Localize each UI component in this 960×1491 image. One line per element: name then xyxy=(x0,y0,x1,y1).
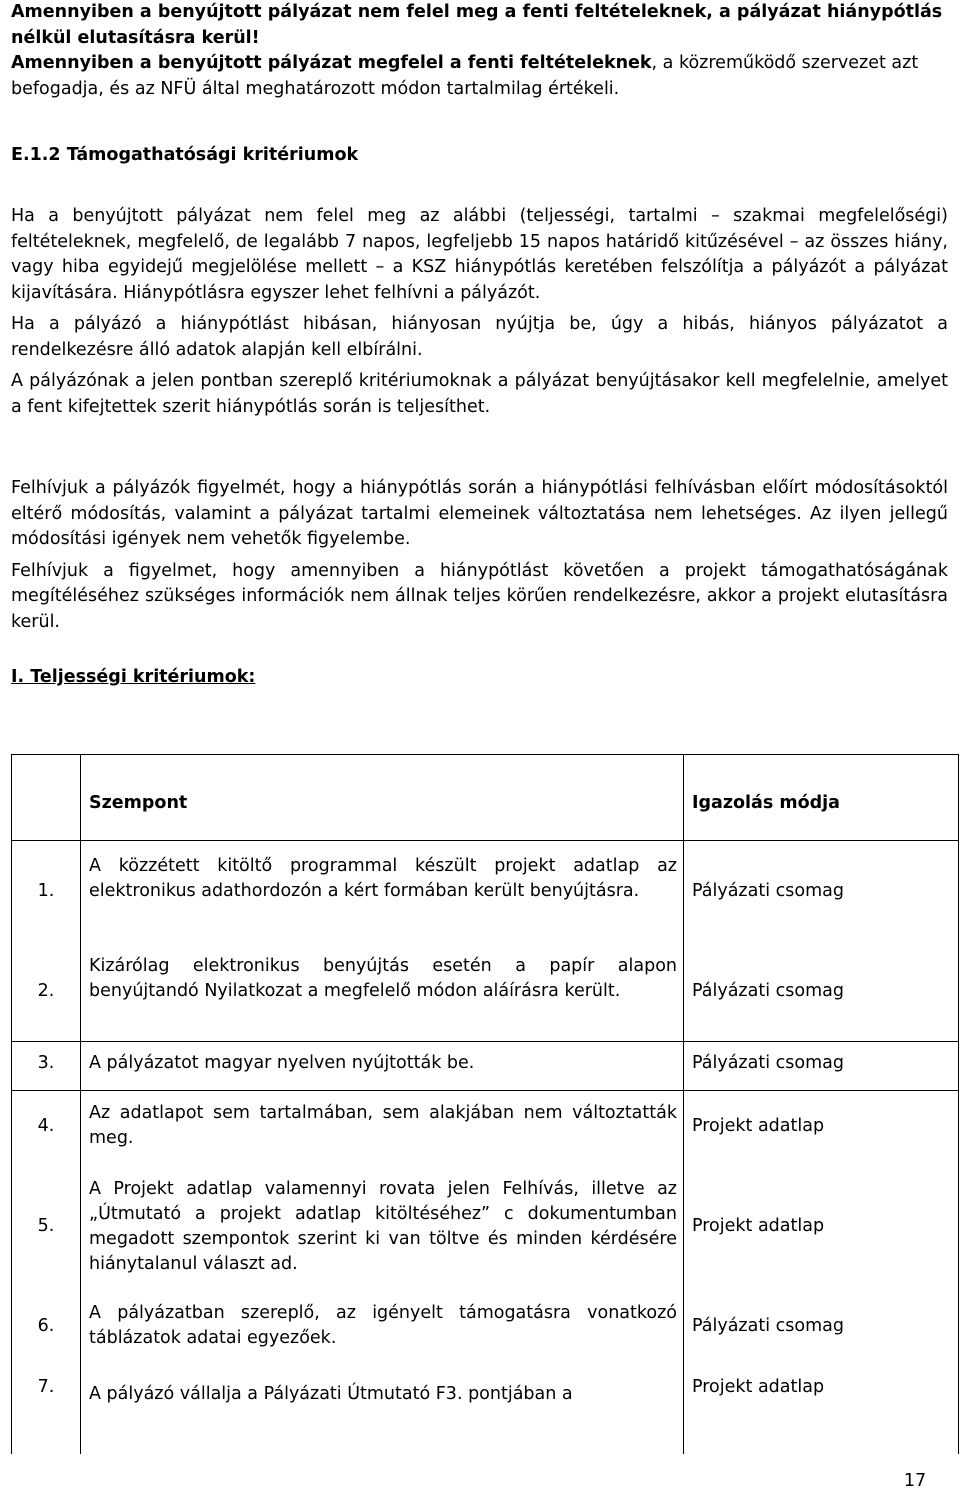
row-proof: Projekt adatlap xyxy=(692,1216,825,1236)
paragraph-deficiency: Ha a benyújtott pályázat nem felel meg az alábbi (teljességi, tartalmi – szakmai megfelelőségi) feltételeknek, megfelelő, de legalább 7 napos, legfeljebb 15 napos határidő kitűzésével – az összes hiány, vagy hiba egyidejű megjelölése mellett – a KSZ hiánypótlás keretében felszólítja a pályázót a pályázat kijavítására. Hiánypótlásra egyszer lehet felhívni a pályázót. xyxy=(11,206,948,303)
section-paragraphs-notice xyxy=(11,476,948,635)
intro-rejection-notice xyxy=(11,0,948,51)
criteria-table xyxy=(11,754,959,1454)
row-description: A pályázatot magyar nyelven nyújtották be. xyxy=(89,1053,475,1073)
row-description: A pályázatban szereplő, az igényelt támogatásra vonatkozó táblázatok adatai egyezőek. xyxy=(89,1303,677,1348)
row-description: Kizárólag elektronikus benyújtás esetén a papír alapon benyújtandó Nyilatkozat a megfelelő módon aláírásra került. xyxy=(89,956,677,1001)
intro-line1: Amennyiben a benyújtott pályázat nem felel meg a fenti feltételeknek, a pályázat hiánypótlás nélkül elutasításra kerül! xyxy=(11,2,943,48)
row-proof: Projekt adatlap xyxy=(692,1377,825,1397)
header-criterion: Szempont xyxy=(89,793,188,813)
subsection-heading-text: I. Teljességi kritériumok: xyxy=(11,667,256,687)
row-number: 4. xyxy=(37,1116,55,1136)
row-description: A pályázó vállalja a Pályázati Útmutató F3. pontjában a xyxy=(89,1384,573,1404)
row-description: A közzétett kitöltő programmal készült projekt adatlap az elektronikus adathordozón a kért formában került benyújtásra. xyxy=(89,856,677,901)
row-number: 7. xyxy=(37,1377,55,1397)
table-row xyxy=(12,1375,960,1415)
row-description: A Projekt adatlap valamennyi rovata jelen Felhívás, illetve az „Útmutató a projekt adatlap kitöltéséhez” c dokumentumban megadott szempontok szerint ki van töltve és minden kérdésére hiánytalanul választ ad. xyxy=(89,1179,677,1274)
table-row-rule xyxy=(12,1041,958,1042)
row-proof: Pályázati csomag xyxy=(692,881,844,901)
row-number: 3. xyxy=(37,1053,55,1073)
table-row xyxy=(12,1101,960,1157)
row-number: 1. xyxy=(37,881,55,901)
table-row xyxy=(12,1051,960,1081)
table-row-rule xyxy=(12,1090,958,1091)
paragraph-modification-notice: Felhívjuk a pályázók figyelmét, hogy a hiánypótlás során a hiánypótlási felhívásban előírt módosításoktól eltérő módosítás, valamint a pályázat tartalmi elemeinek változtatása nem lehetséges. Az ilyen jellegű módosítási igények nem vehetők figyelembe. xyxy=(11,478,948,549)
row-description: Az adatlapot sem tartalmában, sem alakjában nem változtatták meg. xyxy=(89,1103,677,1148)
paragraph-faulty-submission: Ha a pályázó a hiánypótlást hibásan, hiányosan nyújtja be, úgy a hibás, hiányos pályázatot a rendelkezésre álló adatok alapján kell elbírálni. xyxy=(11,314,948,360)
table-header-rule xyxy=(12,840,958,841)
page-number: 17 xyxy=(903,1471,927,1491)
header-proof: Igazolás módja xyxy=(692,793,840,813)
row-proof: Pályázati csomag xyxy=(692,1053,844,1073)
table-row xyxy=(12,851,960,931)
intro-acceptance-notice xyxy=(11,51,948,102)
subsection-heading xyxy=(11,665,948,691)
table-row xyxy=(12,951,960,1031)
row-number: 5. xyxy=(37,1216,55,1236)
table-row xyxy=(12,1301,960,1357)
row-proof: Projekt adatlap xyxy=(692,1116,825,1136)
paragraph-rejection-notice: Felhívjuk a figyelmet, hogy amennyiben a hiánypótlást követően a projekt támogathatóságának megítéléséhez szükséges információk nem állnak teljes körűen rendelkezésre, akkor a projekt elutasításra kerül. xyxy=(11,560,948,632)
row-number: 2. xyxy=(37,981,55,1001)
section-heading: E.1.2 Támogathatósági kritériumok xyxy=(11,145,359,165)
row-number: 6. xyxy=(37,1316,55,1336)
row-proof: Pályázati csomag xyxy=(692,981,844,1001)
row-proof: Pályázati csomag xyxy=(692,1316,844,1336)
section-paragraphs xyxy=(11,204,948,420)
intro-line2-rest: , a közreműködő szervezet azt befogadja, és az NFÜ által meghatározott módon tartalmilag értékeli. xyxy=(11,53,919,99)
table-row xyxy=(12,1177,960,1283)
paragraph-compliance: A pályázónak a jelen pontban szereplő kritériumoknak a pályázat benyújtásakor kell megfelelnie, amelyet a fent kifejtettek szerit hiánypótlás során is teljesíthet. xyxy=(11,371,948,417)
intro-line2-bold: Amennyiben a benyújtott pályázat megfelel a fenti feltételeknek xyxy=(11,53,652,73)
